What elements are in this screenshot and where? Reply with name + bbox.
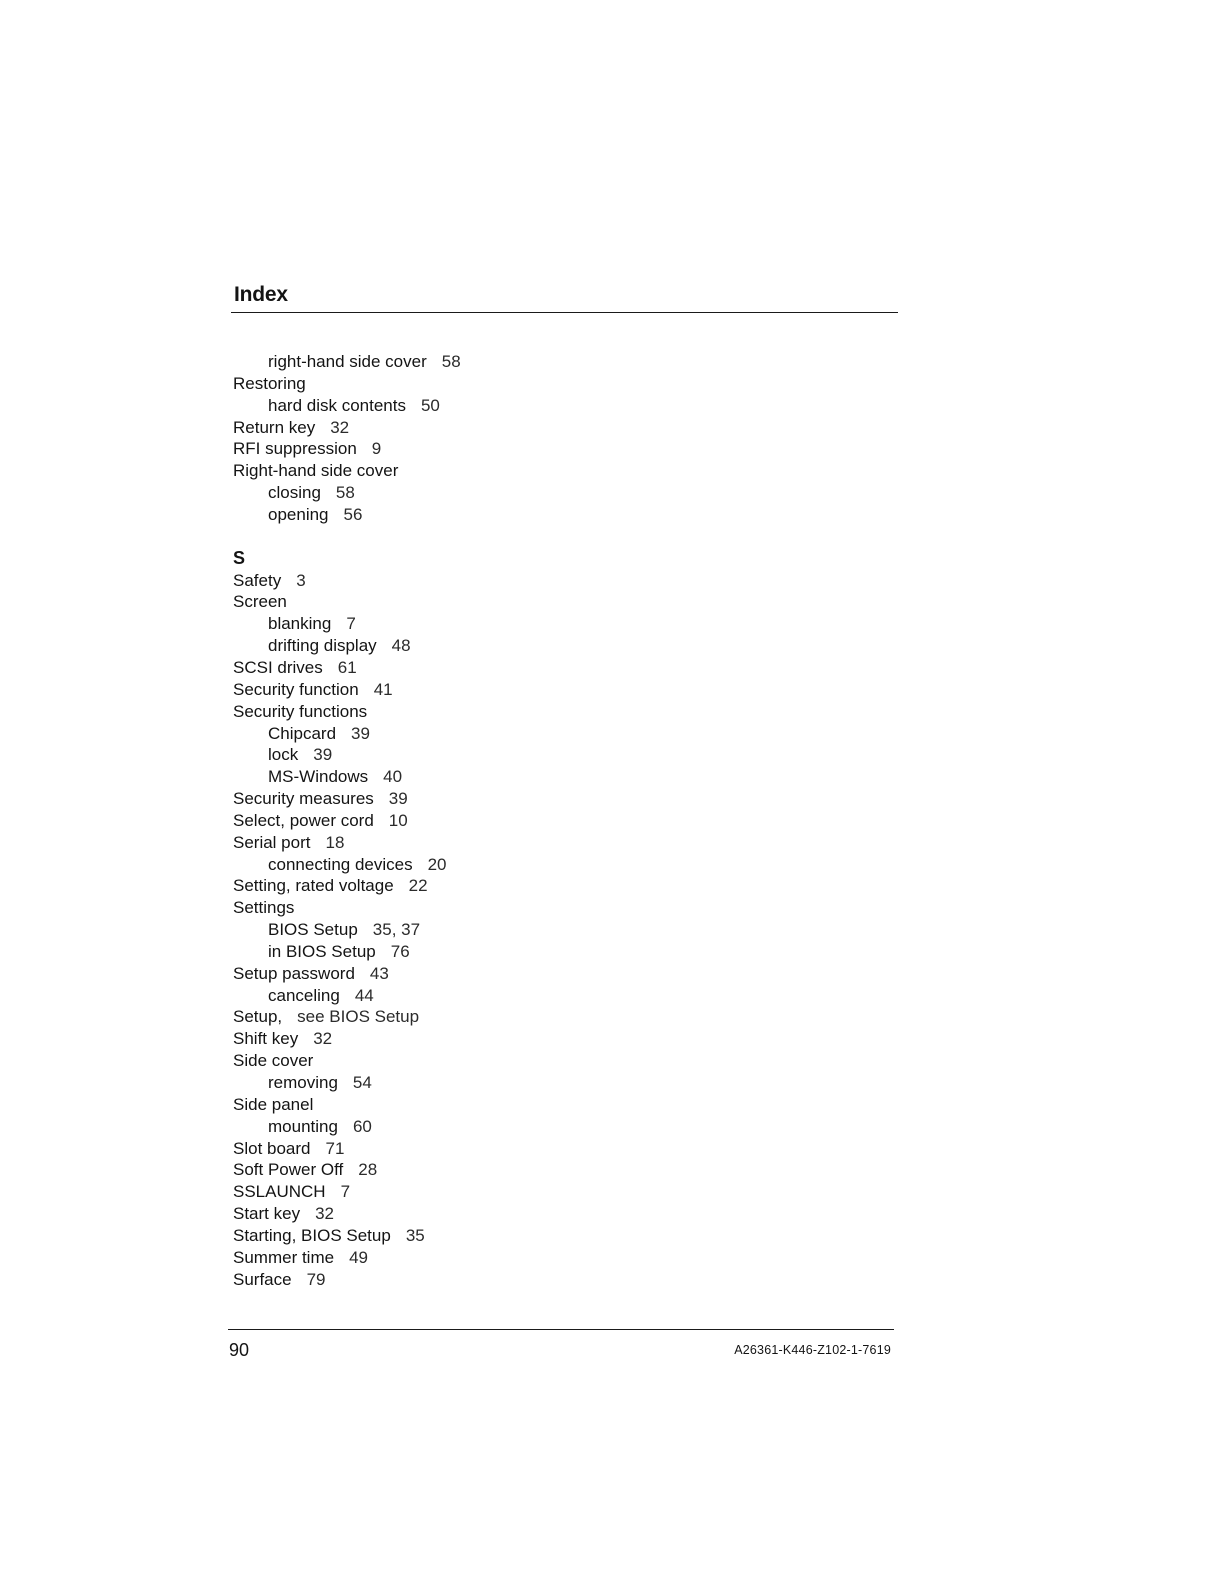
- index-page-ref: 32: [315, 1204, 335, 1224]
- index-entry: [233, 1094, 873, 1116]
- index-term: Side cover: [233, 1051, 314, 1071]
- index-page-ref: 56: [343, 504, 363, 524]
- index-term: removing: [268, 1073, 338, 1092]
- index-page-ref: 43: [369, 963, 389, 983]
- index-term: Security functions: [233, 701, 368, 721]
- index-page-ref: 50: [420, 395, 440, 415]
- index-term: Select, power cord: [233, 810, 374, 830]
- index-page-ref: 61: [337, 657, 357, 677]
- index-term: SSLAUNCH: [233, 1182, 326, 1202]
- index-entry: [233, 1028, 873, 1050]
- index-term: Chipcard: [268, 723, 337, 743]
- section-gap: [233, 526, 873, 548]
- index-entry: [233, 788, 873, 810]
- index-term: right-hand side cover: [268, 352, 427, 371]
- index-page-ref: 10: [388, 810, 408, 830]
- index-term: Restoring: [233, 373, 306, 393]
- index-list: [233, 351, 873, 1290]
- index-term: Right-hand side cover: [233, 461, 399, 481]
- index-page-ref: 49: [349, 1247, 368, 1267]
- index-entry: [233, 810, 873, 832]
- index-entry: [233, 1225, 873, 1247]
- index-entry: [233, 963, 873, 985]
- index-term: lock: [268, 745, 299, 765]
- index-page-ref: see BIOS Setup: [297, 1007, 420, 1027]
- index-term: blanking: [268, 614, 332, 634]
- index-subentry: [233, 1116, 873, 1138]
- index-subentry: [233, 635, 873, 657]
- index-subentry: [233, 482, 873, 504]
- index-page-ref: 41: [373, 679, 393, 699]
- index-term: Shift key: [233, 1029, 299, 1049]
- index-entry: [233, 1050, 873, 1072]
- page-number: 90: [229, 1340, 250, 1360]
- index-subentry: [233, 744, 873, 766]
- index-term: canceling: [268, 985, 340, 1005]
- index-term: Return key: [233, 417, 316, 437]
- index-term: MS-Windows: [268, 767, 369, 787]
- index-entry: [233, 591, 873, 613]
- index-term: mounting: [268, 1116, 338, 1136]
- index-entry: [233, 1181, 873, 1203]
- index-subentry: [233, 854, 873, 876]
- index-term: Settings: [233, 898, 295, 918]
- index-page-ref: 44: [354, 985, 374, 1005]
- index-subentry: [233, 985, 873, 1007]
- index-term: Serial port: [233, 832, 311, 852]
- index-subentry: [233, 351, 873, 373]
- index-page-ref: 3: [296, 570, 306, 590]
- index-term: Start key: [233, 1204, 301, 1224]
- index-subentry: [233, 766, 873, 788]
- index-term: Security function: [233, 679, 359, 699]
- index-subentry: [233, 1072, 873, 1094]
- index-term: RFI suppression: [233, 439, 357, 459]
- index-term: hard disk contents: [268, 395, 406, 415]
- index-term: Security measures: [233, 789, 374, 809]
- index-entry: [233, 1006, 873, 1028]
- index-page-ref: 60: [352, 1116, 372, 1136]
- index-page-ref: 79: [306, 1269, 326, 1289]
- index-term: Screen: [233, 592, 287, 612]
- index-page-ref: 40: [383, 767, 403, 787]
- index-term: drifting display: [268, 636, 377, 656]
- index-page-ref: 58: [335, 483, 355, 503]
- index-subentry: [233, 723, 873, 745]
- index-page-ref: 58: [441, 352, 461, 371]
- index-entry: [233, 875, 873, 897]
- index-page-ref: 71: [325, 1138, 345, 1158]
- index-page-ref: 28: [358, 1160, 378, 1180]
- index-entry: [233, 832, 873, 854]
- index-entry: [233, 417, 873, 439]
- index-page-ref: 32: [330, 417, 350, 437]
- index-subentry: [233, 395, 873, 417]
- document-code: A26361-K446-Z102-1-7619: [734, 1343, 891, 1357]
- index-term: Soft Power Off: [233, 1160, 344, 1180]
- index-page-ref: 18: [325, 832, 345, 852]
- index-term: closing: [268, 483, 321, 503]
- index-page-ref: 22: [408, 876, 428, 896]
- index-page-ref: 35, 37: [372, 920, 421, 940]
- section-letter: S: [233, 547, 246, 568]
- index-term: Safety: [233, 570, 282, 590]
- index-entry: [233, 1269, 873, 1291]
- index-subentry: [233, 941, 873, 963]
- index-term: Setting, rated voltage: [233, 876, 394, 896]
- index-term: opening: [268, 504, 329, 524]
- index-page-ref: 20: [427, 854, 447, 874]
- index-term: BIOS Setup: [268, 920, 358, 940]
- index-page-ref: 7: [340, 1182, 351, 1202]
- index-entry: [233, 701, 873, 723]
- index-term: Setup password: [233, 963, 355, 983]
- index-page-ref: 7: [346, 614, 356, 634]
- index-subentry: [233, 613, 873, 635]
- index-entry: [233, 679, 873, 701]
- header-divider: [231, 312, 898, 313]
- index-term: connecting devices: [268, 854, 413, 874]
- index-entry: [233, 1138, 873, 1160]
- page-title: Index: [234, 283, 288, 306]
- index-entry: [233, 897, 873, 919]
- index-page-ref: 39: [351, 723, 370, 743]
- index-term: SCSI drives: [233, 657, 323, 677]
- index-page-ref: 76: [390, 941, 410, 961]
- index-subentry: [233, 504, 873, 526]
- index-page-ref: 48: [391, 636, 411, 656]
- index-page-ref: 39: [313, 745, 333, 765]
- index-page-ref: 35: [405, 1225, 425, 1245]
- index-term: in BIOS Setup: [268, 941, 376, 961]
- index-entry: [233, 1247, 873, 1269]
- index-page-ref: 54: [352, 1073, 372, 1092]
- index-entry: [233, 1203, 873, 1225]
- index-term: Summer time: [233, 1247, 335, 1267]
- index-entry: [233, 657, 873, 679]
- index-entry: [233, 438, 873, 460]
- index-term: Setup,: [233, 1007, 283, 1027]
- index-page-ref: 9: [371, 439, 382, 459]
- index-entry: [233, 570, 873, 592]
- index-page-ref: 32: [313, 1029, 333, 1049]
- index-term: Side panel: [233, 1094, 314, 1114]
- index-entry: [233, 373, 873, 395]
- index-term: Starting, BIOS Setup: [233, 1225, 391, 1245]
- index-term: Surface: [233, 1269, 292, 1289]
- index-subentry: [233, 919, 873, 941]
- index-entry: [233, 1159, 873, 1181]
- index-entry: [233, 460, 873, 482]
- index-term: Slot board: [233, 1138, 311, 1158]
- footer-divider: [228, 1329, 894, 1330]
- index-page-ref: 39: [388, 789, 408, 809]
